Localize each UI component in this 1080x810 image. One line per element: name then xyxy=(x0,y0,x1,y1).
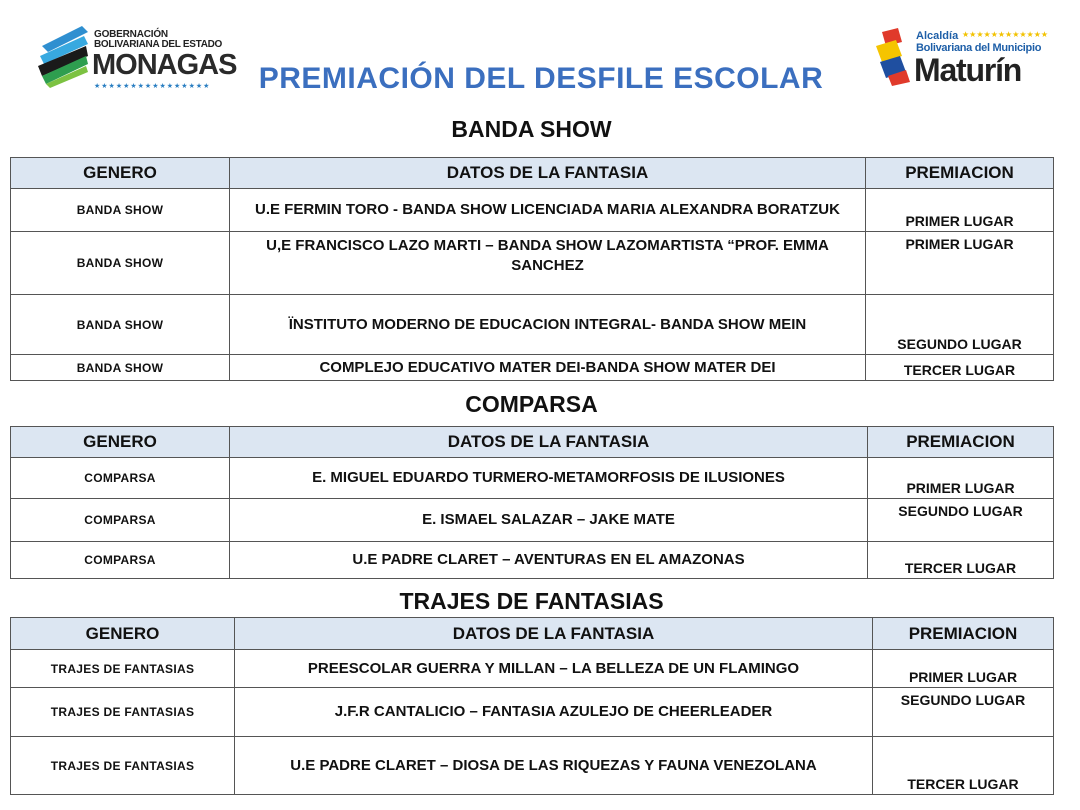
comparsa-table xyxy=(10,426,1054,579)
genero-cell: COMPARSA xyxy=(11,458,230,499)
genero-cell: BANDA SHOW xyxy=(11,295,230,355)
premiacion-cell: PRIMER LUGAR xyxy=(868,458,1054,499)
datos-cell: J.F.R CANTALICIO – FANTASIA AZULEJO DE CHEERLEADER xyxy=(235,688,873,737)
logo-right-stars: ★★★★★★★★★★★★ xyxy=(962,30,1049,39)
section-title-trajes-de-fantasias: TRAJES DE FANTASIAS xyxy=(399,588,664,614)
table-row xyxy=(11,737,1054,795)
table-row xyxy=(11,688,1054,737)
datos-cell: U.E PADRE CLARET – DIOSA DE LAS RIQUEZAS Y FAUNA VENEZOLANA xyxy=(235,737,873,795)
premiacion-cell: SEGUNDO LUGAR xyxy=(868,499,1054,542)
page-title: PREMIACIÓN DEL DESFILE ESCOLAR xyxy=(258,62,824,95)
genero-cell: BANDA SHOW xyxy=(11,189,230,232)
table-row xyxy=(11,295,1054,355)
logo-left-line1: GOBERNACIÓN xyxy=(94,29,168,40)
genero-cell: COMPARSA xyxy=(11,542,230,579)
column-header-genero: GENERO xyxy=(11,618,235,650)
column-header-datos: DATOS DE LA FANTASIA xyxy=(235,618,873,650)
genero-cell: TRAJES DE FANTASIAS xyxy=(11,650,235,688)
genero-cell: BANDA SHOW xyxy=(11,232,230,295)
premiacion-cell: SEGUNDO LUGAR xyxy=(873,688,1054,737)
column-header-genero: GENERO xyxy=(11,427,230,458)
table-row xyxy=(11,650,1054,688)
premiacion-cell: PRIMER LUGAR xyxy=(866,232,1054,295)
datos-cell: U.E FERMIN TORO - BANDA SHOW LICENCIADA MARIA ALEXANDRA BORATZUK xyxy=(230,189,866,232)
table-row xyxy=(11,542,1054,579)
section-title-banda-show: BANDA SHOW xyxy=(451,116,612,142)
logo-right-line2: Bolivariana del Municipio xyxy=(916,42,1042,54)
column-header-genero: GENERO xyxy=(11,158,230,189)
column-header-datos: DATOS DE LA FANTASIA xyxy=(230,158,866,189)
genero-cell: BANDA SHOW xyxy=(11,355,230,381)
logo-right-line1: Alcaldía xyxy=(916,30,959,42)
premiacion-cell: PRIMER LUGAR xyxy=(873,650,1054,688)
datos-cell: U.E PADRE CLARET – AVENTURAS EN EL AMAZONAS xyxy=(230,542,868,579)
table-row xyxy=(11,458,1054,499)
datos-cell: COMPLEJO EDUCATIVO MATER DEI-BANDA SHOW MATER DEI xyxy=(230,355,866,381)
premiacion-cell: TERCER LUGAR xyxy=(866,355,1054,381)
premiacion-cell: SEGUNDO LUGAR xyxy=(866,295,1054,355)
logo-left-line2: BOLIVARIANA DEL ESTADO xyxy=(94,39,223,50)
table-row xyxy=(11,355,1054,381)
genero-cell: TRAJES DE FANTASIAS xyxy=(11,688,235,737)
banda-show-table xyxy=(10,157,1054,381)
column-header-premiacion: PREMIACION xyxy=(866,158,1054,189)
gobernacion-monagas-logo xyxy=(38,24,237,90)
column-header-datos: DATOS DE LA FANTASIA xyxy=(230,427,868,458)
genero-cell: TRAJES DE FANTASIAS xyxy=(11,737,235,795)
premiacion-cell: TERCER LUGAR xyxy=(868,542,1054,579)
datos-cell: E. ISMAEL SALAZAR – JAKE MATE xyxy=(230,499,868,542)
premiacion-cell: PRIMER LUGAR xyxy=(866,189,1054,232)
alcaldia-maturin-logo xyxy=(876,24,1049,92)
trajes-table xyxy=(10,617,1054,795)
datos-cell: ÏNSTITUTO MODERNO DE EDUCACION INTEGRAL- BANDA SHOW MEIN xyxy=(230,295,866,355)
column-header-premiacion: PREMIACION xyxy=(868,427,1054,458)
monagas-stripes-icon xyxy=(38,26,92,88)
logo-right-line3: Maturín xyxy=(914,52,1022,88)
section-title-comparsa: COMPARSA xyxy=(465,391,598,417)
premiacion-cell: TERCER LUGAR xyxy=(873,737,1054,795)
maturin-mark-icon xyxy=(876,28,914,86)
genero-cell: COMPARSA xyxy=(11,499,230,542)
column-header-premiacion: PREMIACION xyxy=(873,618,1054,650)
table-row xyxy=(11,499,1054,542)
table-row xyxy=(11,189,1054,232)
datos-cell: U,E FRANCISCO LAZO MARTI – BANDA SHOW LAZOMARTISTA “PROF. EMMA SANCHEZ xyxy=(230,232,866,295)
logo-stars-decoration: ★★★★★★★★★★★★★★★★ xyxy=(94,83,211,90)
logo-left-line3: MONAGAS xyxy=(92,49,237,81)
datos-cell: E. MIGUEL EDUARDO TURMERO-METAMORFOSIS DE ILUSIONES xyxy=(230,458,868,499)
datos-cell: PREESCOLAR GUERRA Y MILLAN – LA BELLEZA DE UN FLAMINGO xyxy=(235,650,873,688)
table-row xyxy=(11,232,1054,295)
